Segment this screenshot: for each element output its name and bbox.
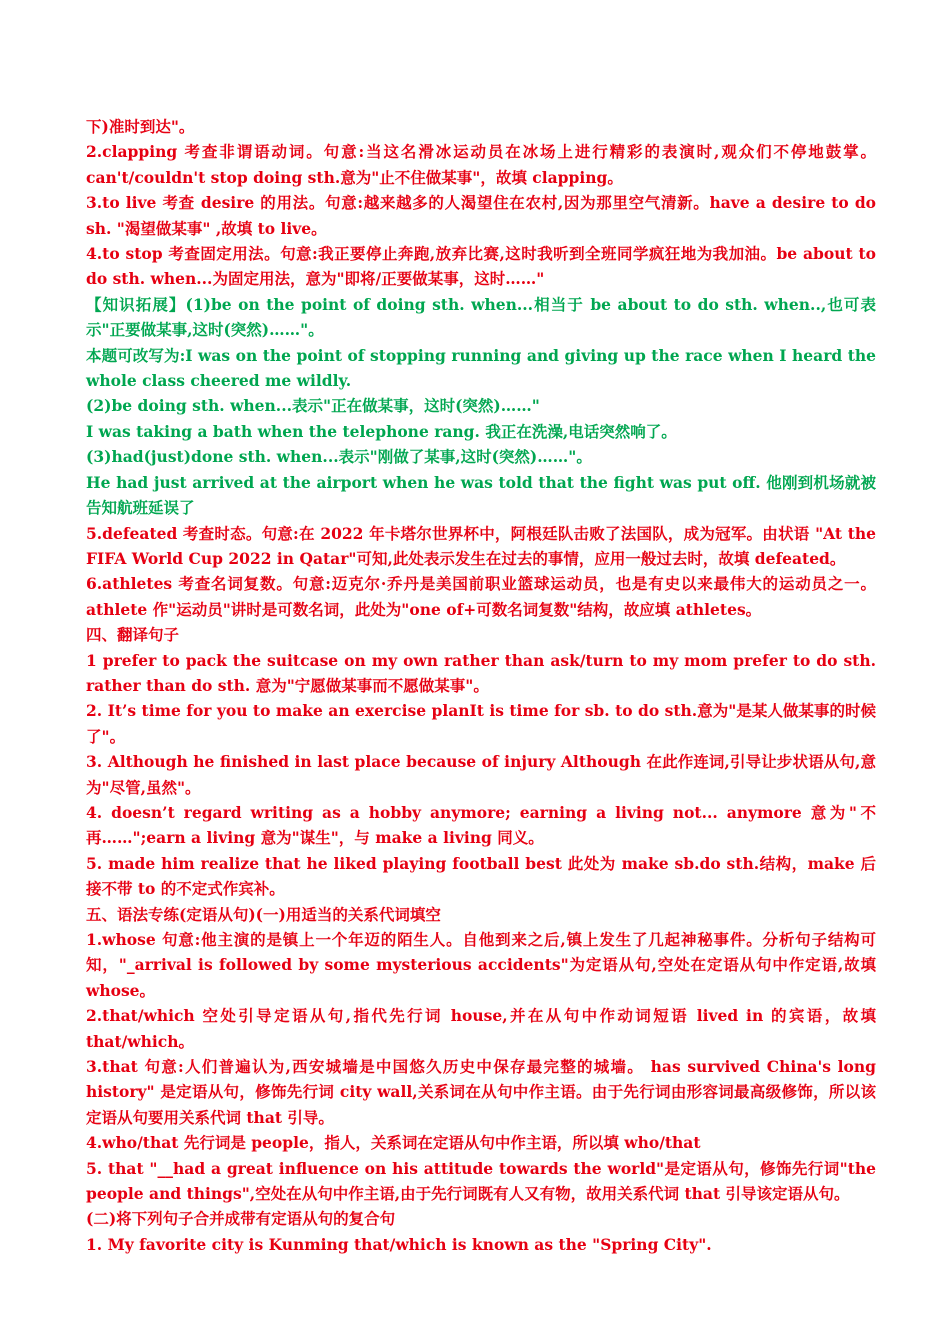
extension-point-3: (3)had(just)done sth. when...表示"刚做了某事,这时(突然)……"。 [86,447,592,467]
grammar-4-who-that: 4.who/that 先行词是 people，指人，关系词在定语从句中作主语，所以填 who/that [86,1133,701,1153]
answer-6-athletes: 6.athletes 考查名词复数。句意:迈克尔·乔丹是美国前职业篮球运动员，也是有史以来最伟大的运动员之一。athlete 作"运动员"讲时是可数名词，此处为"one of+可数名词复数"结构，故应填 athletes。 [86,574,876,619]
grammar-3-that: 3.that 句意:人们普遍认为,西安城墙是中国悠久历史中保存最完整的城墙。 has survived China's long history" 是定语从句，修饰先行词 city wall,关系词在从句中作主语。由于先行词由形容词最高级修饰，所以该定语从句要用关系代词 that 引导。 [86,1057,876,1127]
subsection-heading-combine: (二)将下列句子合并成带有定语从句的复合句 [86,1209,396,1229]
answer-5-defeated: 5.defeated 考查时态。句意:在 2022 年卡塔尔世界杯中，阿根廷队击败了法国队，成为冠军。由状语 "At the FIFA World Cup 2022 in Qatar"可知,此处表示发生在过去的事情，应用一般过去时，故填 defeated。 [86,523,876,568]
answer-line: 下)准时到达"。 [86,117,195,136]
combine-1: 1. My favorite city is Kunming that/which is known as the "Spring City". [86,1234,712,1254]
translation-4: 4. doesn’t regard writing as a hobby anymore; earning a living not... anymore 意为"不再……";earn a living 意为"谋生"，与 make a living 同义。 [86,802,876,848]
grammar-2-that-which: 2.that/which 空处引导定语从句,指代先行词 house,并在从句中作动词短语 lived in 的宾语，故填 that/which。 [86,1006,876,1051]
answer-2-clapping: 2.clapping 考查非谓语动词。句意:当这名滑冰运动员在冰场上进行精彩的表演时,观众们不停地鼓掌。can't/couldn't stop doing sth.意为"止不住做某事"，故填 clapping。 [86,142,876,187]
translation-3: 3. Although he finished in last place because of injury Although 在此作连词,引导让步状语从句,意为"尽管,虽然"。 [86,752,876,797]
section-heading-grammar: 五、语法专练(定语从句)(一)用适当的关系代词填空 [86,904,441,924]
extension-example-2: I was taking a bath when the telephone rang. 我正在洗澡,电话突然响了。 [86,421,677,441]
translation-5: 5. made him realize that he liked playing football best 此处为 make sb.do sth.结构，make 后接不带 to 的不定式作宾补。 [86,853,876,899]
grammar-5-that: 5. that "__had a great influence on his attitude towards the world"是定语从句，修饰先行词"the people and things",空处在从句中作主语,由于先行词既有人又有物，故用关系代词 that 引导该定语从句。 [86,1158,876,1204]
translation-2: 2. It’s time for you to make an exercise planIt is time for sb. to do sth.意为"是某人做某事的时候了"。 [86,701,876,746]
extension-point-2: (2)be doing sth. when...表示"正在做某事，这时(突然)……" [86,396,540,416]
knowledge-extension: 【知识拓展】(1)be on the point of doing sth. when...相当于 be about to do sth. when..,也可表示"正要做某事,这时(突然)……"。 [86,294,876,340]
rewrite-example: 本题可改写为:I was on the point of stopping running and giving up the race when I heard the whole class cheered me wildly. [86,345,876,391]
grammar-1-whose: 1.whose 句意:他主演的是镇上一个年迈的陌生人。自他到来之后,镇上发生了几起神秘事件。分析句子结构可知，"_arrival is followed by some mysterious accidents"为定语从句,空处在定语从句中作定语,故填 whose。 [86,930,876,1000]
section-heading-translation: 四、翻译句子 [86,625,180,645]
document-page [86,114,876,1257]
answer-3-to-live: 3.to live 考查 desire 的用法。句意:越来越多的人渴望住在农村,因为那里空气清新。have a desire to do sh. "渴望做某事" ,故填 to live。 [86,193,876,238]
translation-1: 1 prefer to pack the suitcase on my own rather than ask/turn to my mom prefer to do sth. rather than do sth. 意为"宁愿做某事而不愿做某事"。 [86,650,876,695]
answer-4-to-stop: 4.to stop 考查固定用法。句意:我正要停止奔跑,放弃比赛,这时我听到全班同学疯狂地为我加油。be about to do sth. when...为固定用法，意为"即将/正要做某事，这时……" [86,244,876,289]
extension-example-3: He had just arrived at the airport when he was told that the fight was put off. 他刚到机场就被告知航班延误了 [86,472,876,518]
